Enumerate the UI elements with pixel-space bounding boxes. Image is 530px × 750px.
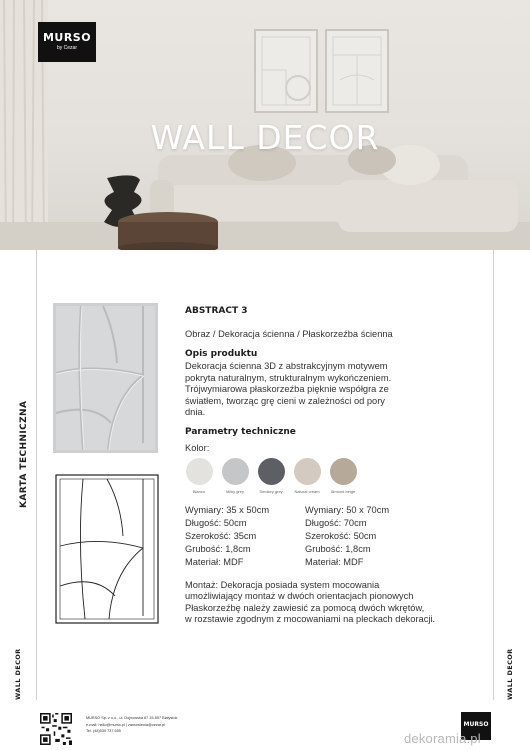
color-swatch-natural-cream[interactable]: [293, 458, 321, 494]
swatch-label: Smokey grey: [259, 488, 283, 494]
description-heading: Opis produktu: [185, 349, 258, 359]
spec-row: Szerokość: 35cm: [185, 530, 257, 541]
left-border-line: [36, 250, 37, 700]
spec-row: Materiał: MDF: [185, 557, 244, 568]
spec-row: Wymiary: 35 x 50cm: [185, 504, 270, 515]
product-details: [185, 306, 485, 626]
side-label-right-bottom: WALL DECOR: [506, 648, 514, 700]
color-swatch-smokey-grey[interactable]: [257, 458, 285, 494]
mounting-info: [185, 580, 485, 626]
product-name: ABSTRACT 3: [185, 306, 248, 316]
spec-row: Grubość: 1,8cm: [305, 544, 371, 555]
color-swatch-milky-grey[interactable]: [221, 458, 249, 494]
footer-line: MURSO Sp. z o.o., ul. Dojnowska 87 15-557 Białystok: [86, 716, 178, 720]
color-swatches: [185, 458, 485, 494]
spec-row: Długość: 70cm: [305, 517, 367, 528]
swatch-dot: [258, 458, 285, 485]
mounting-line: w rozstawie zgodnym z mocowaniami na pleckach dekoracji.: [185, 614, 436, 625]
footer-brand-logo: MURSO: [461, 712, 491, 740]
color-swatch-almond-beige[interactable]: [329, 458, 357, 494]
spec-row: Długość: 50cm: [185, 517, 247, 528]
swatch-label: Bianco: [192, 488, 206, 494]
side-label-left-bottom: WALL DECOR: [14, 648, 22, 700]
spec-row: Wymiary: 50 x 70cm: [305, 504, 390, 515]
mounting-line: Płaskorzeźbę należy zawiesić za pomocą dwóch wkrętów,: [185, 602, 425, 613]
spec-row: Grubość: 1,8cm: [185, 544, 251, 555]
product-category: Obraz / Dekoracja ścienna / Płaskorzeźba ścienna: [185, 329, 393, 339]
color-label: Kolor:: [185, 442, 210, 453]
specs-column-small: [185, 504, 305, 570]
description-line: dnia.: [185, 407, 206, 417]
company-contact: [86, 715, 177, 735]
swatch-label: Milky grey: [225, 488, 244, 494]
brand-name: MURSO: [42, 31, 92, 44]
swatch-dot: [186, 458, 213, 485]
swatch-label: Natural cream: [294, 488, 320, 494]
swatch-dot: [222, 458, 249, 485]
right-border-line: [493, 250, 494, 700]
color-swatch-bianco[interactable]: [185, 458, 213, 494]
mounting-line: umożliwiający montaż w dwóch orientacjach pionowych: [185, 591, 414, 602]
product-line-drawing: [55, 474, 159, 624]
params-heading: Parametry techniczne: [185, 426, 296, 437]
swatch-dot: [330, 458, 357, 485]
mounting-line: Montaż: Dekoracja posiada system mocowania: [185, 579, 380, 590]
specs-column-large: [305, 504, 425, 570]
watermark: dekoramia.pl: [404, 731, 481, 746]
spec-row: Materiał: MDF: [305, 557, 364, 568]
hero-banner: [0, 0, 530, 250]
description-line: Dekoracja ścienna 3D z abstrakcyjnym motywem: [185, 361, 388, 371]
footer-line: Tel. (48)530 737 555: [86, 729, 121, 733]
qr-code-icon: [40, 713, 72, 745]
hero-title: WALL DECOR: [150, 118, 380, 157]
swatch-dot: [294, 458, 321, 485]
brand-subtitle: by Cezar: [56, 45, 77, 51]
footer-line: e-mail: hello@murso.pl | zamowienia@cezar.pl: [86, 722, 165, 727]
description-line: pokryta naturalnym, strukturalnym wykończeniem.: [185, 372, 392, 383]
specs-table: [185, 504, 485, 570]
spec-row: Szerokość: 50cm: [305, 530, 377, 541]
description-text: [185, 361, 485, 419]
swatch-label: Almond beige: [330, 488, 356, 494]
description-line: światłem, tworząc grę cieni w zależności od pory: [185, 395, 385, 406]
description-line: Trójwymiarowa płaskorzeźba pięknie współgra ze: [185, 384, 389, 394]
side-label-karta: KARTA TECHNICZNA: [19, 400, 29, 508]
brand-logo: [38, 22, 96, 62]
product-relief-image: [53, 303, 158, 453]
